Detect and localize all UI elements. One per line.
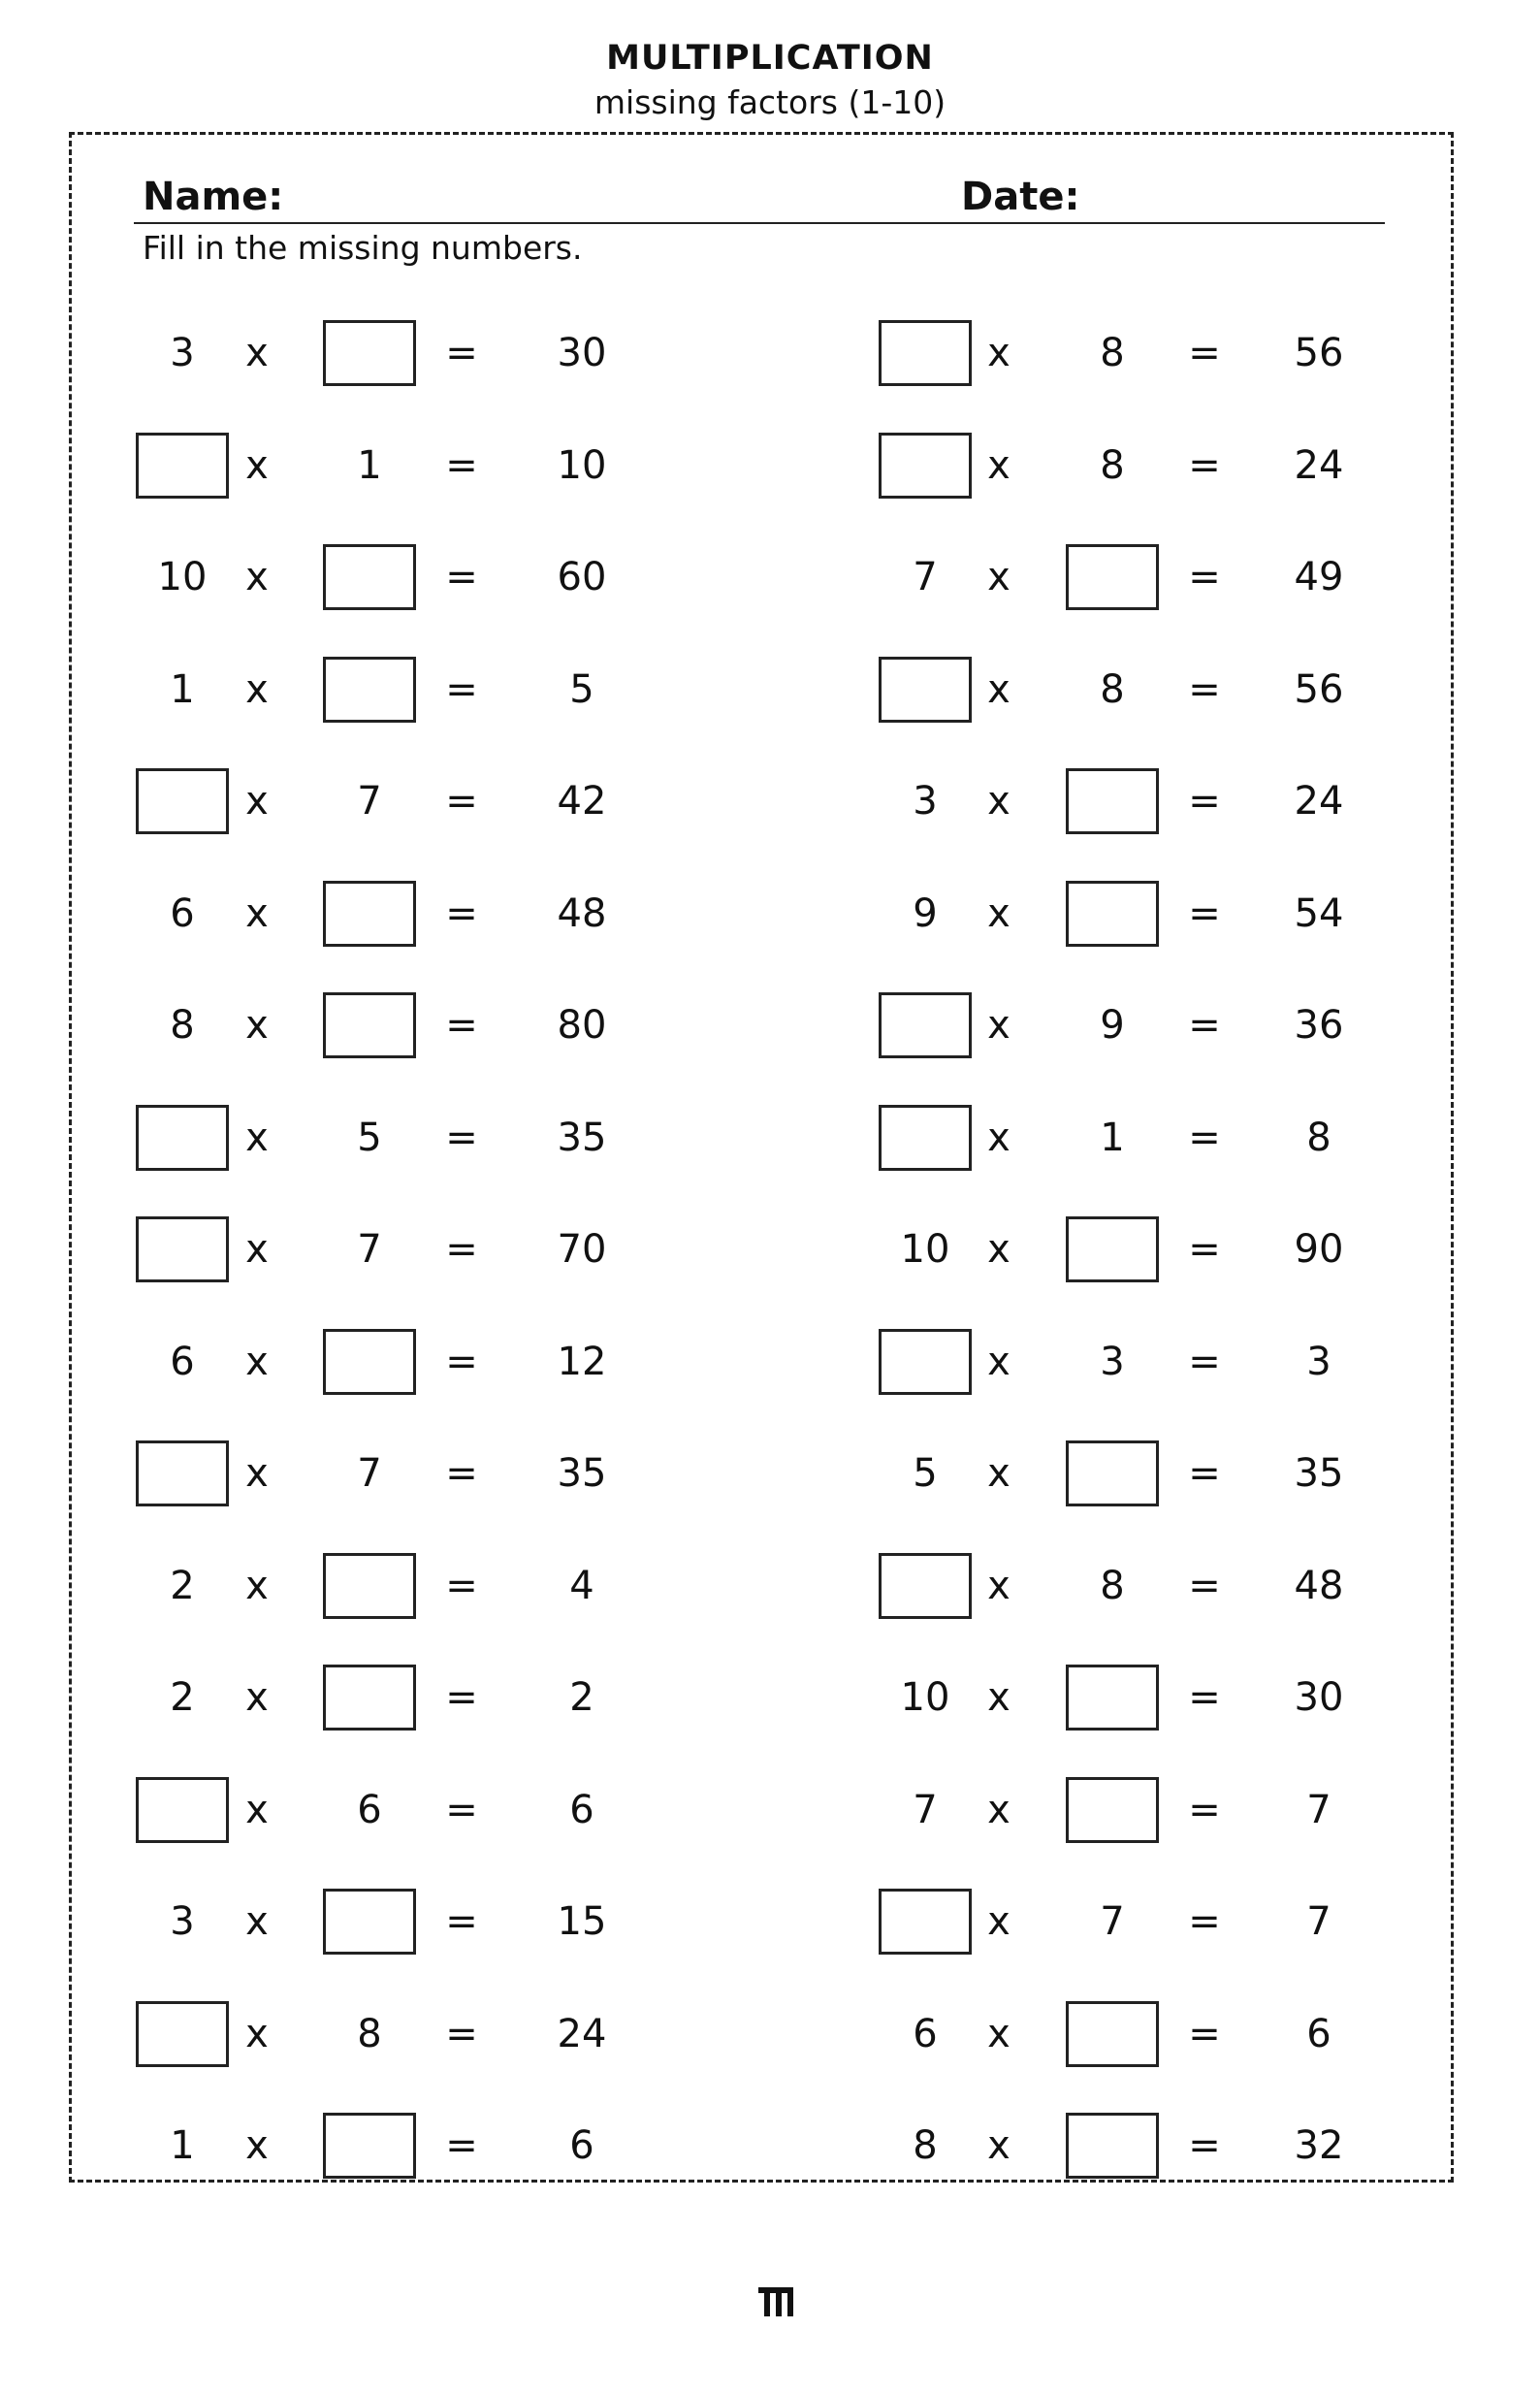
answer-box[interactable] — [879, 657, 972, 723]
factor-b: 7 — [357, 1227, 382, 1272]
equals-sign: = — [1188, 1339, 1221, 1384]
product: 7 — [1306, 1787, 1331, 1832]
answer-box[interactable] — [879, 1553, 972, 1619]
answer-box[interactable] — [879, 992, 972, 1058]
equals-sign: = — [445, 442, 478, 488]
factor-a: 9 — [913, 890, 938, 936]
product: 90 — [1294, 1227, 1344, 1272]
factor-a: 3 — [170, 331, 195, 375]
product: 5 — [569, 666, 594, 712]
equals-sign: = — [1188, 1675, 1221, 1720]
problem-row — [0, 1777, 1540, 1843]
equals-sign: = — [1188, 1899, 1221, 1944]
factor-a: 7 — [913, 1787, 938, 1832]
equals-sign: = — [1188, 1227, 1221, 1272]
multiply-sign: x — [987, 890, 1011, 936]
equals-sign: = — [1188, 1563, 1221, 1608]
problem-row — [0, 992, 1540, 1058]
problem-row — [0, 1889, 1540, 1955]
factor-b: 7 — [1100, 1899, 1125, 1944]
factor-b: 9 — [1100, 1003, 1125, 1048]
problem-row — [0, 1440, 1540, 1506]
equals-sign: = — [445, 331, 478, 375]
equals-sign: = — [445, 1787, 478, 1832]
equals-sign: = — [445, 1339, 478, 1384]
answer-box[interactable] — [879, 1889, 972, 1955]
equals-sign: = — [445, 2123, 478, 2168]
multiply-sign: x — [987, 555, 1011, 599]
product: 48 — [557, 890, 607, 936]
factor-a: 6 — [170, 890, 195, 936]
factor-b: 8 — [1100, 1563, 1125, 1608]
problem-row — [0, 1665, 1540, 1731]
multiply-sign: x — [987, 779, 1011, 824]
equals-sign: = — [445, 1563, 478, 1608]
name-date-line[interactable] — [134, 222, 1385, 224]
equals-sign: = — [1188, 2123, 1221, 2168]
factor-b: 7 — [357, 779, 382, 824]
multiply-sign: x — [245, 1227, 269, 1272]
product: 8 — [1306, 1115, 1331, 1160]
equals-sign: = — [1188, 666, 1221, 712]
multiply-sign: x — [987, 1451, 1011, 1496]
product: 35 — [557, 1451, 607, 1496]
product: 32 — [1294, 2123, 1344, 2168]
factor-a: 2 — [170, 1563, 195, 1608]
problem-row — [0, 1553, 1540, 1619]
multiply-sign: x — [987, 2011, 1011, 2056]
multiply-sign: x — [987, 1563, 1011, 1608]
factor-b: 3 — [1100, 1339, 1125, 1384]
equals-sign: = — [445, 779, 478, 824]
equals-sign: = — [445, 1451, 478, 1496]
factor-a: 6 — [170, 1339, 195, 1384]
answer-box[interactable] — [879, 1105, 972, 1171]
equals-sign: = — [1188, 1115, 1221, 1160]
factor-b: 8 — [357, 2011, 382, 2056]
problem-row — [0, 2001, 1540, 2067]
factor-b: 8 — [1100, 442, 1125, 488]
factor-b: 8 — [1100, 331, 1125, 375]
factor-a: 1 — [170, 666, 195, 712]
product: 4 — [569, 1563, 594, 1608]
product: 7 — [1306, 1899, 1331, 1944]
problem-row — [0, 768, 1540, 834]
factor-a: 10 — [900, 1675, 950, 1720]
answer-box[interactable] — [1066, 1665, 1159, 1731]
name-label: Name: — [143, 175, 284, 219]
product: 3 — [1306, 1339, 1331, 1384]
answer-box[interactable] — [879, 320, 972, 386]
multiply-sign: x — [987, 1899, 1011, 1944]
multiply-sign: x — [987, 666, 1011, 712]
equals-sign: = — [1188, 442, 1221, 488]
multiply-sign: x — [987, 1003, 1011, 1048]
equals-sign: = — [445, 555, 478, 599]
problem-row — [0, 544, 1540, 610]
problem-row — [0, 433, 1540, 499]
product: 36 — [1294, 1003, 1344, 1048]
product: 6 — [1306, 2011, 1331, 2056]
equals-sign: = — [445, 1115, 478, 1160]
factor-a: 3 — [913, 779, 938, 824]
equals-sign: = — [1188, 331, 1221, 375]
equals-sign: = — [445, 1675, 478, 1720]
multiply-sign: x — [245, 1339, 269, 1384]
equals-sign: = — [1188, 779, 1221, 824]
factor-a: 6 — [913, 2011, 938, 2056]
product: 6 — [569, 2123, 594, 2168]
multiply-sign: x — [245, 1787, 269, 1832]
factor-b: 1 — [357, 442, 382, 488]
factor-b: 8 — [1100, 666, 1125, 712]
product: 48 — [1294, 1563, 1344, 1608]
product: 49 — [1294, 555, 1344, 599]
product: 24 — [1294, 442, 1344, 488]
multiply-sign: x — [987, 442, 1011, 488]
multiply-sign: x — [245, 555, 269, 599]
product: 15 — [557, 1899, 607, 1944]
answer-box[interactable] — [1066, 2001, 1159, 2067]
product: 30 — [1294, 1675, 1344, 1720]
multiply-sign: x — [245, 2123, 269, 2168]
product: 35 — [1294, 1451, 1344, 1496]
product: 42 — [557, 779, 607, 824]
equals-sign: = — [445, 2011, 478, 2056]
product: 56 — [1294, 331, 1344, 375]
problem-row — [0, 320, 1540, 386]
date-label: Date: — [961, 175, 1080, 219]
factor-a: 1 — [170, 2123, 195, 2168]
equals-sign: = — [445, 890, 478, 936]
problem-row — [0, 657, 1540, 723]
product: 56 — [1294, 666, 1344, 712]
multiply-sign: x — [245, 779, 269, 824]
factor-b: 5 — [357, 1115, 382, 1160]
product: 54 — [1294, 890, 1344, 936]
multiply-sign: x — [245, 1003, 269, 1048]
answer-box[interactable] — [1066, 544, 1159, 610]
factor-a: 7 — [913, 555, 938, 599]
multiply-sign: x — [245, 666, 269, 712]
answer-box[interactable] — [1066, 1216, 1159, 1282]
product: 35 — [557, 1115, 607, 1160]
multiply-sign: x — [245, 1563, 269, 1608]
equals-sign: = — [445, 666, 478, 712]
multiply-sign: x — [987, 1787, 1011, 1832]
product: 24 — [557, 2011, 607, 2056]
problem-row — [0, 1105, 1540, 1171]
multiply-sign: x — [245, 1115, 269, 1160]
multiply-sign: x — [987, 331, 1011, 375]
product: 6 — [569, 1787, 594, 1832]
multiply-sign: x — [245, 2011, 269, 2056]
multiply-sign: x — [245, 331, 269, 375]
multiply-sign: x — [987, 1115, 1011, 1160]
product: 24 — [1294, 779, 1344, 824]
multiply-sign: x — [987, 1227, 1011, 1272]
factor-b: 7 — [357, 1451, 382, 1496]
factor-a: 3 — [170, 1899, 195, 1944]
product: 60 — [557, 555, 607, 599]
multiply-sign: x — [987, 1339, 1011, 1384]
product: 2 — [569, 1675, 594, 1720]
factor-a: 10 — [157, 555, 208, 599]
product: 30 — [557, 331, 607, 375]
product: 80 — [557, 1003, 607, 1048]
multiply-sign: x — [245, 1451, 269, 1496]
factor-a: 8 — [913, 2123, 938, 2168]
equals-sign: = — [445, 1899, 478, 1944]
factor-a: 10 — [900, 1227, 950, 1272]
product: 12 — [557, 1339, 607, 1384]
answer-box[interactable] — [879, 1329, 972, 1395]
problem-row — [0, 2113, 1540, 2179]
answer-box[interactable] — [1066, 768, 1159, 834]
answer-box[interactable] — [1066, 2113, 1159, 2179]
multiply-sign: x — [987, 2123, 1011, 2168]
equals-sign: = — [445, 1003, 478, 1048]
factor-b: 6 — [357, 1787, 382, 1832]
answer-box[interactable] — [1066, 881, 1159, 947]
answer-box[interactable] — [879, 433, 972, 499]
equals-sign: = — [1188, 555, 1221, 599]
multiply-sign: x — [245, 890, 269, 936]
equals-sign: = — [1188, 1003, 1221, 1048]
product: 70 — [557, 1227, 607, 1272]
equals-sign: = — [445, 1227, 478, 1272]
factor-a: 5 — [913, 1451, 938, 1496]
worksheet-title: MULTIPLICATION — [606, 39, 934, 78]
equals-sign: = — [1188, 2011, 1221, 2056]
equals-sign: = — [1188, 1787, 1221, 1832]
factor-b: 1 — [1100, 1115, 1125, 1160]
factor-a: 8 — [170, 1003, 195, 1048]
problem-row — [0, 1329, 1540, 1395]
equals-sign: = — [1188, 890, 1221, 936]
worksheet-subtitle: missing factors (1-10) — [594, 83, 946, 121]
brand-logo-icon — [756, 2285, 795, 2318]
problem-row — [0, 881, 1540, 947]
multiply-sign: x — [245, 1899, 269, 1944]
answer-box[interactable] — [1066, 1777, 1159, 1843]
equals-sign: = — [1188, 1451, 1221, 1496]
factor-a: 2 — [170, 1675, 195, 1720]
problem-row — [0, 1216, 1540, 1282]
multiply-sign: x — [245, 1675, 269, 1720]
multiply-sign: x — [245, 442, 269, 488]
instructions: Fill in the missing numbers. — [143, 229, 583, 267]
product: 10 — [557, 442, 607, 488]
answer-box[interactable] — [1066, 1440, 1159, 1506]
multiply-sign: x — [987, 1675, 1011, 1720]
